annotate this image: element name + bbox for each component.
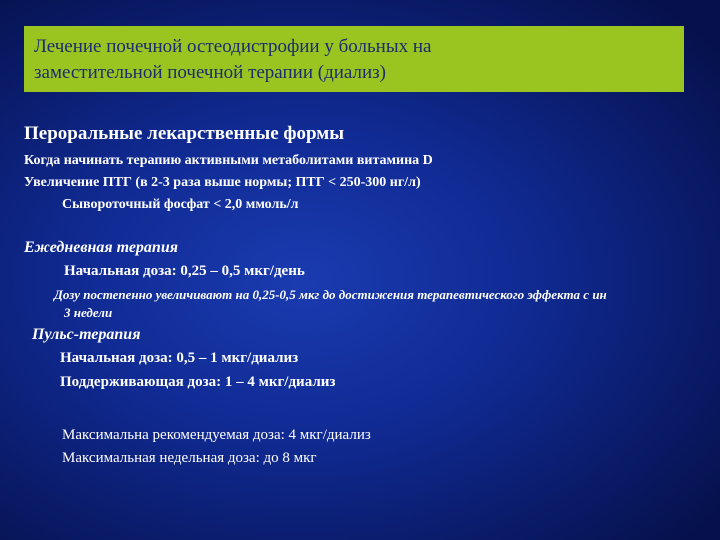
pulse-maintenance-dose: Поддерживающая доза: 1 – 4 мкг/диализ [60,374,336,390]
when-to-start-line: Когда начинать терапию активными метаболитами витамина D [24,153,433,168]
ptg-increase-line: Увеличение ПТГ (в 2-3 раза выше нормы; ПТГ < 250-300 нг/л) [24,175,421,190]
daily-therapy-heading: Ежедневная терапия [24,239,178,256]
dose-increase-line-1: Дозу постепенно увеличивают на 0,25-0,5 мкг до достижения терапевтического эффекта с ин [54,287,607,302]
serum-phosphate-line: Сывороточный фосфат < 2,0 ммоль/л [62,197,299,212]
daily-start-dose: Начальная доза: 0,25 – 0,5 мкг/день [64,263,305,279]
dose-increase-line-2: 3 недели [64,305,113,320]
pulse-therapy-heading: Пульс-терапия [32,326,141,343]
title-line-2: заместительной почечной терапии (диализ) [34,62,386,83]
max-weekly-dose: Максимальная недельная доза: до 8 мкг [62,450,317,466]
oral-forms-heading: Пероральные лекарственные формы [24,123,345,144]
pulse-start-dose: Начальная доза: 0,5 – 1 мкг/диализ [60,350,299,366]
title-line-1: Лечение почечной остеодистрофии у больных на [34,36,432,57]
title-box [24,26,684,92]
max-recommended-dose: Максимальна рекомендуемая доза: 4 мкг/диализ [62,427,371,443]
